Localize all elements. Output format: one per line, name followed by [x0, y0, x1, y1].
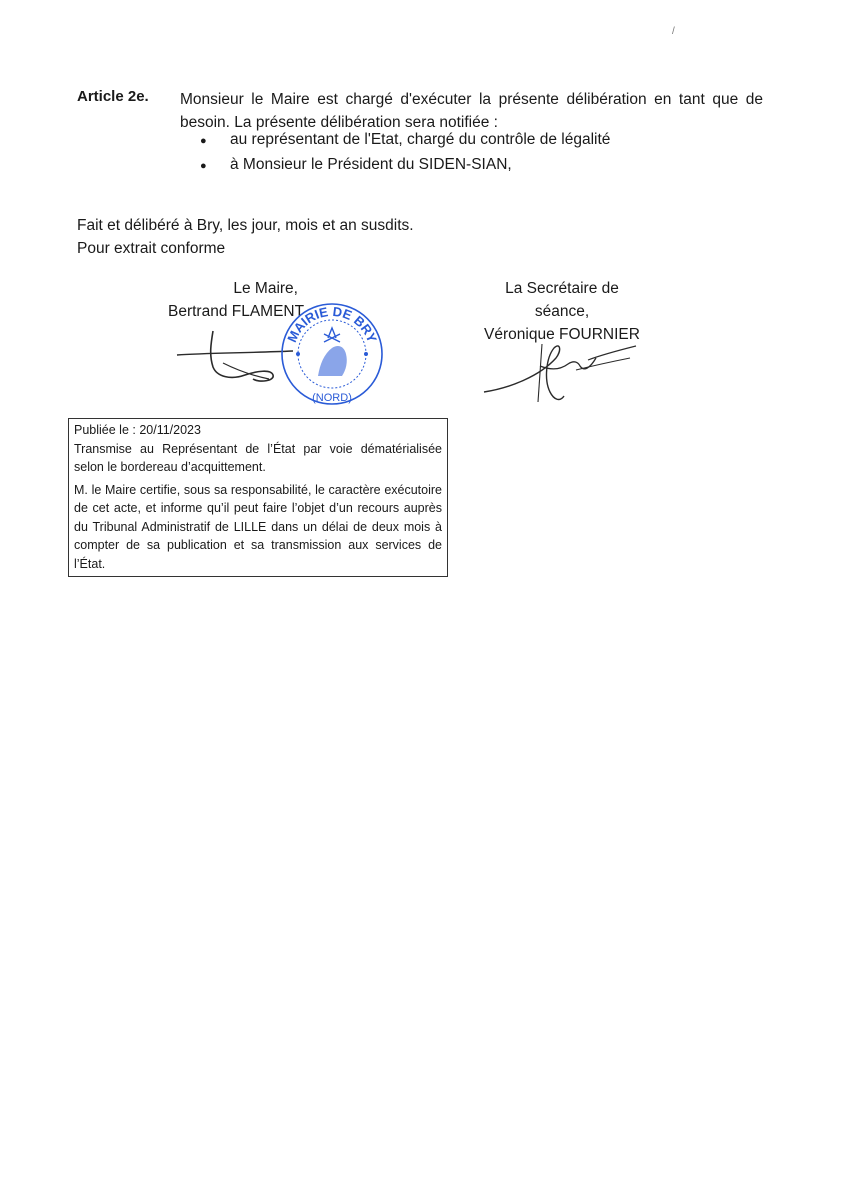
list-item-text: à Monsieur le Président du SIDEN-SIAN, [230, 156, 512, 173]
list-item [200, 128, 610, 153]
closing-line: Fait et délibéré à Bry, les jour, mois et an susdits. [77, 217, 414, 234]
signatory-role: Le Maire, [233, 280, 298, 297]
stamp-bottom-text: (NORD) [312, 392, 352, 404]
list-item [200, 153, 610, 178]
publication-date: Publiée le : 20/11/2023 [74, 423, 201, 437]
notification-list [200, 128, 610, 178]
closing-line: Pour extrait conforme [77, 240, 226, 257]
signatory-role: La Secrétaire de séance, [505, 280, 619, 320]
list-item-text: au représentant de l'Etat, chargé du contrôle de légalité [230, 131, 611, 148]
certification-note: M. le Maire certifie, sous sa responsabilité, le caractère exécutoire de cet acte, et informe qu’il peut faire l’objet d’un recours auprès du Tribunal Administratif de LILLE dans un délai de deux mois à compter de sa publication et sa transmission aux services de l’État. [74, 482, 442, 571]
scan-mark: / [672, 26, 675, 37]
secretary-signature-icon [480, 336, 640, 406]
bullet-icon: ● [200, 160, 207, 172]
stamp-top-text: MAIRIE DE BRY [284, 303, 380, 345]
closing-statement [77, 214, 414, 260]
article-label: Article 2e. [77, 88, 149, 105]
signatory-name: Véronique FOURNIER [484, 326, 640, 343]
article-text: Monsieur le Maire est chargé d'exécuter la présente délibération en tant que de besoin. La présente délibération sera notifiée : [180, 91, 763, 131]
transmission-note: Transmise au Représentant de l’État par voie dématérialisée selon le bordereau d’acquittement. [74, 441, 442, 474]
mayor-signature-block [168, 277, 305, 323]
mayor-signature-icon [175, 325, 295, 385]
bullet-icon: ● [200, 135, 207, 147]
signatory-name: Bertrand FLAMENT [168, 303, 305, 320]
publication-box [68, 418, 448, 577]
mairie-stamp-icon [280, 298, 384, 406]
